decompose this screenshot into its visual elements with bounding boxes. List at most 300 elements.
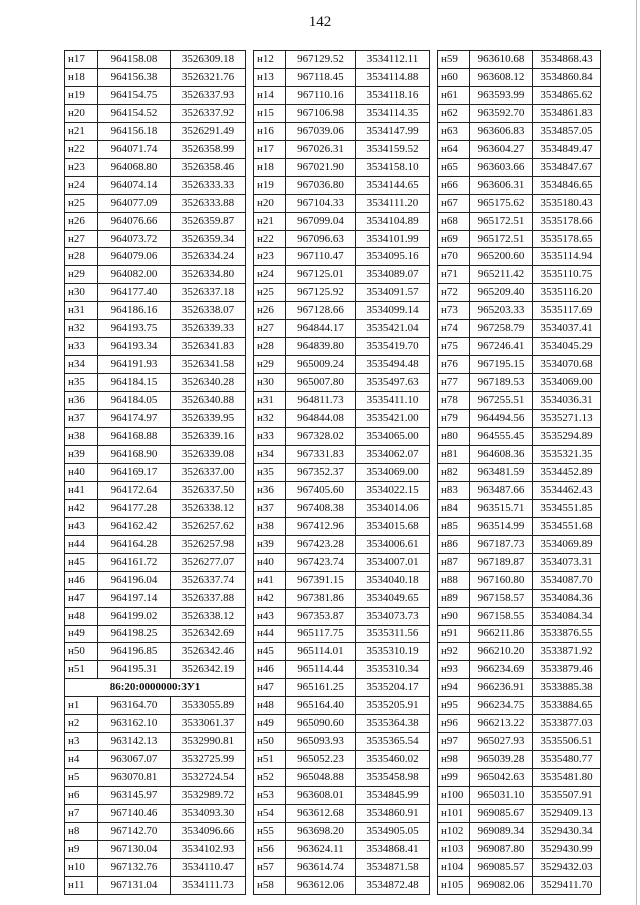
x-coordinate-cell: 964197.14 (98, 589, 171, 607)
coordinate-table-2 (253, 50, 430, 895)
scan-edge-line (636, 0, 637, 905)
point-id-cell: н33 (254, 428, 286, 446)
point-id-cell: н42 (254, 589, 286, 607)
table-row (254, 589, 430, 607)
y-coordinate-cell: 3526337.74 (171, 571, 246, 589)
table-row (254, 68, 430, 86)
point-id-cell: н6 (65, 787, 98, 805)
x-coordinate-cell: 966234.75 (470, 697, 533, 715)
point-id-cell: н60 (438, 68, 470, 86)
table-row (65, 858, 246, 876)
table-row (254, 176, 430, 194)
table-row (438, 428, 601, 446)
table-row (254, 787, 430, 805)
point-id-cell: н25 (254, 284, 286, 302)
point-id-cell: н10 (65, 858, 98, 876)
y-coordinate-cell: 3533061.37 (171, 715, 246, 733)
point-id-cell: н14 (254, 86, 286, 104)
table-row (65, 535, 246, 553)
x-coordinate-cell: 965161.25 (286, 679, 356, 697)
x-coordinate-cell: 965039.28 (470, 751, 533, 769)
y-coordinate-cell: 3535180.43 (533, 194, 601, 212)
table-row (65, 140, 246, 158)
point-id-cell: н46 (65, 571, 98, 589)
y-coordinate-cell: 3526337.50 (171, 481, 246, 499)
y-coordinate-cell: 3526257.62 (171, 517, 246, 535)
x-coordinate-cell: 964844.08 (286, 410, 356, 428)
x-coordinate-cell: 965031.10 (470, 787, 533, 805)
table-row (254, 86, 430, 104)
x-coordinate-cell: 967158.55 (470, 607, 533, 625)
x-coordinate-cell: 965211.42 (470, 266, 533, 284)
x-coordinate-cell: 965009.24 (286, 356, 356, 374)
x-coordinate-cell: 964193.75 (98, 320, 171, 338)
table-row (254, 356, 430, 374)
y-coordinate-cell: 3532990.81 (171, 733, 246, 751)
x-coordinate-cell: 969082.06 (470, 876, 533, 894)
point-id-cell: н1 (65, 697, 98, 715)
x-coordinate-cell: 964174.97 (98, 410, 171, 428)
table-row (438, 230, 601, 248)
point-id-cell: н65 (438, 158, 470, 176)
point-id-cell: н71 (438, 266, 470, 284)
x-coordinate-cell: 967412.96 (286, 517, 356, 535)
table-row (438, 822, 601, 840)
y-coordinate-cell: 3534091.57 (356, 284, 430, 302)
point-id-cell: н101 (438, 805, 470, 823)
x-coordinate-cell: 965114.44 (286, 661, 356, 679)
point-id-cell: н19 (65, 86, 98, 104)
y-coordinate-cell: 3534865.62 (533, 86, 601, 104)
point-id-cell: н72 (438, 284, 470, 302)
point-id-cell: н67 (438, 194, 470, 212)
y-coordinate-cell: 3526291.49 (171, 122, 246, 140)
x-coordinate-cell: 964839.80 (286, 338, 356, 356)
table-row (438, 51, 601, 69)
table-row (438, 266, 601, 284)
x-coordinate-cell: 967131.04 (98, 876, 171, 894)
x-coordinate-cell: 964082.00 (98, 266, 171, 284)
point-id-cell: н20 (65, 104, 98, 122)
table-row (65, 733, 246, 751)
table-row (65, 230, 246, 248)
x-coordinate-cell: 964196.85 (98, 643, 171, 661)
coordinate-tables (64, 50, 601, 895)
x-coordinate-cell: 965164.40 (286, 697, 356, 715)
table-row (65, 715, 246, 733)
table-row (254, 463, 430, 481)
table-row (254, 769, 430, 787)
point-id-cell: н75 (438, 338, 470, 356)
table-row (65, 104, 246, 122)
table-row (254, 733, 430, 751)
x-coordinate-cell: 967099.04 (286, 212, 356, 230)
y-coordinate-cell: 3526341.58 (171, 356, 246, 374)
x-coordinate-cell: 964076.66 (98, 212, 171, 230)
x-coordinate-cell: 964164.28 (98, 535, 171, 553)
x-coordinate-cell: 965209.40 (470, 284, 533, 302)
table-row (65, 481, 246, 499)
table-row (254, 805, 430, 823)
x-coordinate-cell: 967158.57 (470, 589, 533, 607)
table-row (438, 374, 601, 392)
y-coordinate-cell: 3526333.33 (171, 176, 246, 194)
y-coordinate-cell: 3534093.30 (171, 805, 246, 823)
point-id-cell: н12 (254, 51, 286, 69)
x-coordinate-cell: 963592.70 (470, 104, 533, 122)
y-coordinate-cell: 3526333.88 (171, 194, 246, 212)
x-coordinate-cell: 967128.66 (286, 302, 356, 320)
x-coordinate-cell: 964199.02 (98, 607, 171, 625)
table-row (254, 122, 430, 140)
y-coordinate-cell: 3534049.65 (356, 589, 430, 607)
table-row (254, 625, 430, 643)
y-coordinate-cell: 3534110.47 (171, 858, 246, 876)
y-coordinate-cell: 3535205.91 (356, 697, 430, 715)
table-row (254, 679, 430, 697)
y-coordinate-cell: 3534112.11 (356, 51, 430, 69)
point-id-cell: н31 (65, 302, 98, 320)
y-coordinate-cell: 3526342.19 (171, 661, 246, 679)
y-coordinate-cell: 3535364.38 (356, 715, 430, 733)
x-coordinate-cell: 964177.40 (98, 284, 171, 302)
y-coordinate-cell: 3534015.68 (356, 517, 430, 535)
point-id-cell: н29 (254, 356, 286, 374)
point-id-cell: н17 (254, 140, 286, 158)
x-coordinate-cell: 967096.63 (286, 230, 356, 248)
table-row (254, 194, 430, 212)
y-coordinate-cell: 3526257.98 (171, 535, 246, 553)
table-row (254, 445, 430, 463)
table-row (65, 122, 246, 140)
point-id-cell: н24 (65, 176, 98, 194)
y-coordinate-cell: 3529409.13 (533, 805, 601, 823)
x-coordinate-cell: 969087.80 (470, 840, 533, 858)
y-coordinate-cell: 3534069.00 (533, 374, 601, 392)
point-id-cell: н89 (438, 589, 470, 607)
table-row (438, 805, 601, 823)
table-row (438, 212, 601, 230)
x-coordinate-cell: 963608.12 (470, 68, 533, 86)
y-coordinate-cell: 3535311.56 (356, 625, 430, 643)
y-coordinate-cell: 3526341.83 (171, 338, 246, 356)
x-coordinate-cell: 963603.66 (470, 158, 533, 176)
y-coordinate-cell: 3533885.38 (533, 679, 601, 697)
point-id-cell: н32 (65, 320, 98, 338)
x-coordinate-cell: 964177.28 (98, 499, 171, 517)
x-coordinate-cell: 966236.91 (470, 679, 533, 697)
y-coordinate-cell: 3526337.92 (171, 104, 246, 122)
point-id-cell: н48 (254, 697, 286, 715)
x-coordinate-cell: 966213.22 (470, 715, 533, 733)
table-row (438, 607, 601, 625)
table-row (438, 338, 601, 356)
x-coordinate-cell: 965090.60 (286, 715, 356, 733)
point-id-cell: н47 (65, 589, 98, 607)
point-id-cell: н51 (254, 751, 286, 769)
y-coordinate-cell: 3535460.02 (356, 751, 430, 769)
y-coordinate-cell: 3526337.93 (171, 86, 246, 104)
x-coordinate-cell: 967353.87 (286, 607, 356, 625)
x-coordinate-cell: 967142.70 (98, 822, 171, 840)
y-coordinate-cell: 3534861.83 (533, 104, 601, 122)
table-row (65, 320, 246, 338)
table-row (438, 769, 601, 787)
y-coordinate-cell: 3535116.20 (533, 284, 601, 302)
y-coordinate-cell: 3535458.98 (356, 769, 430, 787)
table-row (254, 571, 430, 589)
table-row (254, 338, 430, 356)
x-coordinate-cell: 963612.68 (286, 805, 356, 823)
y-coordinate-cell: 3526338.12 (171, 607, 246, 625)
point-id-cell: н87 (438, 553, 470, 571)
table-row (438, 302, 601, 320)
y-coordinate-cell: 3535204.17 (356, 679, 430, 697)
table-row (438, 158, 601, 176)
x-coordinate-cell: 967110.16 (286, 86, 356, 104)
table-row (438, 858, 601, 876)
table-row (65, 661, 246, 679)
table-row (438, 751, 601, 769)
table-row (254, 517, 430, 535)
y-coordinate-cell: 3526338.12 (171, 499, 246, 517)
point-id-cell: н18 (65, 68, 98, 86)
point-id-cell: н29 (65, 266, 98, 284)
y-coordinate-cell: 3535421.04 (356, 320, 430, 338)
point-id-cell: н21 (254, 212, 286, 230)
y-coordinate-cell: 3534022.15 (356, 481, 430, 499)
point-id-cell: н59 (438, 51, 470, 69)
y-coordinate-cell: 3526358.99 (171, 140, 246, 158)
y-coordinate-cell: 3534062.07 (356, 445, 430, 463)
y-coordinate-cell: 3534006.61 (356, 535, 430, 553)
y-coordinate-cell: 3534045.29 (533, 338, 601, 356)
y-coordinate-cell: 3534871.58 (356, 858, 430, 876)
point-id-cell: н56 (254, 840, 286, 858)
x-coordinate-cell: 964071.74 (98, 140, 171, 158)
point-id-cell: н68 (438, 212, 470, 230)
y-coordinate-cell: 3533879.46 (533, 661, 601, 679)
y-coordinate-cell: 3526309.18 (171, 51, 246, 69)
table-row (254, 876, 430, 894)
table-row (65, 517, 246, 535)
point-id-cell: н99 (438, 769, 470, 787)
y-coordinate-cell: 3532989.72 (171, 787, 246, 805)
y-coordinate-cell: 3526342.46 (171, 643, 246, 661)
y-coordinate-cell: 3526337.00 (171, 463, 246, 481)
table-row (65, 697, 246, 715)
x-coordinate-cell: 965200.60 (470, 248, 533, 266)
page-number: 142 (308, 14, 332, 30)
x-coordinate-cell: 967160.80 (470, 571, 533, 589)
table-row (65, 787, 246, 805)
y-coordinate-cell: 3532725.99 (171, 751, 246, 769)
point-id-cell: н79 (438, 410, 470, 428)
point-id-cell: н2 (65, 715, 98, 733)
y-coordinate-cell: 3535506.51 (533, 733, 601, 751)
y-coordinate-cell: 3534099.14 (356, 302, 430, 320)
point-id-cell: н96 (438, 715, 470, 733)
point-id-cell: н32 (254, 410, 286, 428)
x-coordinate-cell: 964068.80 (98, 158, 171, 176)
table-row (65, 463, 246, 481)
point-id-cell: н47 (254, 679, 286, 697)
point-id-cell: н86 (438, 535, 470, 553)
point-id-cell: н39 (65, 445, 98, 463)
table-row (438, 392, 601, 410)
point-id-cell: н42 (65, 499, 98, 517)
table-row (254, 392, 430, 410)
x-coordinate-cell: 967125.01 (286, 266, 356, 284)
x-coordinate-cell: 964161.72 (98, 553, 171, 571)
point-id-cell: н25 (65, 194, 98, 212)
point-id-cell: н74 (438, 320, 470, 338)
y-coordinate-cell: 3534111.20 (356, 194, 430, 212)
y-coordinate-cell: 3534096.66 (171, 822, 246, 840)
point-id-cell: н35 (65, 374, 98, 392)
y-coordinate-cell: 3526339.08 (171, 445, 246, 463)
x-coordinate-cell: 964169.17 (98, 463, 171, 481)
x-coordinate-cell: 964184.05 (98, 392, 171, 410)
point-id-cell: н98 (438, 751, 470, 769)
table-row (438, 715, 601, 733)
y-coordinate-cell: 3534158.10 (356, 158, 430, 176)
x-coordinate-cell: 963612.06 (286, 876, 356, 894)
table-row (65, 428, 246, 446)
x-coordinate-cell: 965203.33 (470, 302, 533, 320)
x-coordinate-cell: 963610.68 (470, 51, 533, 69)
x-coordinate-cell: 967129.52 (286, 51, 356, 69)
point-id-cell: н38 (65, 428, 98, 446)
y-coordinate-cell: 3534860.91 (356, 805, 430, 823)
table-row (438, 499, 601, 517)
table-row (254, 158, 430, 176)
table-row (438, 410, 601, 428)
point-id-cell: н38 (254, 517, 286, 535)
point-id-cell: н103 (438, 840, 470, 858)
table-row (438, 571, 601, 589)
y-coordinate-cell: 3534104.89 (356, 212, 430, 230)
table-row (254, 481, 430, 499)
x-coordinate-cell: 964555.45 (470, 428, 533, 446)
point-id-cell: н8 (65, 822, 98, 840)
x-coordinate-cell: 963515.71 (470, 499, 533, 517)
y-coordinate-cell: 3535481.80 (533, 769, 601, 787)
point-id-cell: н3 (65, 733, 98, 751)
table-row (438, 104, 601, 122)
x-coordinate-cell: 963481.59 (470, 463, 533, 481)
x-coordinate-cell: 967106.98 (286, 104, 356, 122)
x-coordinate-cell: 964156.18 (98, 122, 171, 140)
x-coordinate-cell: 963070.81 (98, 769, 171, 787)
table-row (65, 284, 246, 302)
x-coordinate-cell: 964494.56 (470, 410, 533, 428)
table-row (65, 571, 246, 589)
point-id-cell: н22 (254, 230, 286, 248)
y-coordinate-cell: 3534452.89 (533, 463, 601, 481)
x-coordinate-cell: 967130.04 (98, 840, 171, 858)
point-id-cell: н28 (254, 338, 286, 356)
point-id-cell: н90 (438, 607, 470, 625)
table-row (254, 858, 430, 876)
x-coordinate-cell: 967026.31 (286, 140, 356, 158)
x-coordinate-cell: 965048.88 (286, 769, 356, 787)
table-row (254, 751, 430, 769)
point-id-cell: н54 (254, 805, 286, 823)
x-coordinate-cell: 963142.13 (98, 733, 171, 751)
x-coordinate-cell: 963162.10 (98, 715, 171, 733)
point-id-cell: н70 (438, 248, 470, 266)
table-row (438, 86, 601, 104)
x-coordinate-cell: 964154.52 (98, 104, 171, 122)
y-coordinate-cell: 3534847.67 (533, 158, 601, 176)
table-row (65, 86, 246, 104)
y-coordinate-cell: 3534846.65 (533, 176, 601, 194)
point-id-cell: н58 (254, 876, 286, 894)
x-coordinate-cell: 963514.99 (470, 517, 533, 535)
y-coordinate-cell: 3526340.28 (171, 374, 246, 392)
point-id-cell: н30 (254, 374, 286, 392)
table-row (65, 625, 246, 643)
x-coordinate-cell: 967195.15 (470, 356, 533, 374)
y-coordinate-cell: 3534868.41 (356, 840, 430, 858)
y-coordinate-cell: 3534114.35 (356, 104, 430, 122)
point-id-cell: н46 (254, 661, 286, 679)
x-coordinate-cell: 964158.08 (98, 51, 171, 69)
y-coordinate-cell: 3534905.05 (356, 822, 430, 840)
y-coordinate-cell: 3535110.75 (533, 266, 601, 284)
point-id-cell: н41 (254, 571, 286, 589)
point-id-cell: н92 (438, 643, 470, 661)
table-row (254, 374, 430, 392)
x-coordinate-cell: 965172.51 (470, 230, 533, 248)
point-id-cell: н85 (438, 517, 470, 535)
point-id-cell: н94 (438, 679, 470, 697)
table-row (254, 230, 430, 248)
table-row (438, 68, 601, 86)
x-coordinate-cell: 965052.23 (286, 751, 356, 769)
coordinate-table-3 (437, 50, 601, 895)
table-row (65, 158, 246, 176)
point-id-cell: н100 (438, 787, 470, 805)
table-row (438, 625, 601, 643)
y-coordinate-cell: 3535310.19 (356, 643, 430, 661)
x-coordinate-cell: 963067.07 (98, 751, 171, 769)
table-row (438, 679, 601, 697)
point-id-cell: н61 (438, 86, 470, 104)
x-coordinate-cell: 965172.51 (470, 212, 533, 230)
point-id-cell: н52 (254, 769, 286, 787)
table-row (438, 643, 601, 661)
x-coordinate-cell: 967036.80 (286, 176, 356, 194)
table-row (65, 51, 246, 69)
x-coordinate-cell: 964172.64 (98, 481, 171, 499)
y-coordinate-cell: 3526277.07 (171, 553, 246, 571)
point-id-cell: н55 (254, 822, 286, 840)
point-id-cell: н39 (254, 535, 286, 553)
point-id-cell: н43 (254, 607, 286, 625)
point-id-cell: н21 (65, 122, 98, 140)
table-row (65, 805, 246, 823)
table-row (254, 51, 430, 69)
y-coordinate-cell: 3535310.34 (356, 661, 430, 679)
x-coordinate-cell: 963606.83 (470, 122, 533, 140)
table-row (254, 715, 430, 733)
y-coordinate-cell: 3535365.54 (356, 733, 430, 751)
table-row (65, 248, 246, 266)
x-coordinate-cell: 965114.01 (286, 643, 356, 661)
point-id-cell: н73 (438, 302, 470, 320)
